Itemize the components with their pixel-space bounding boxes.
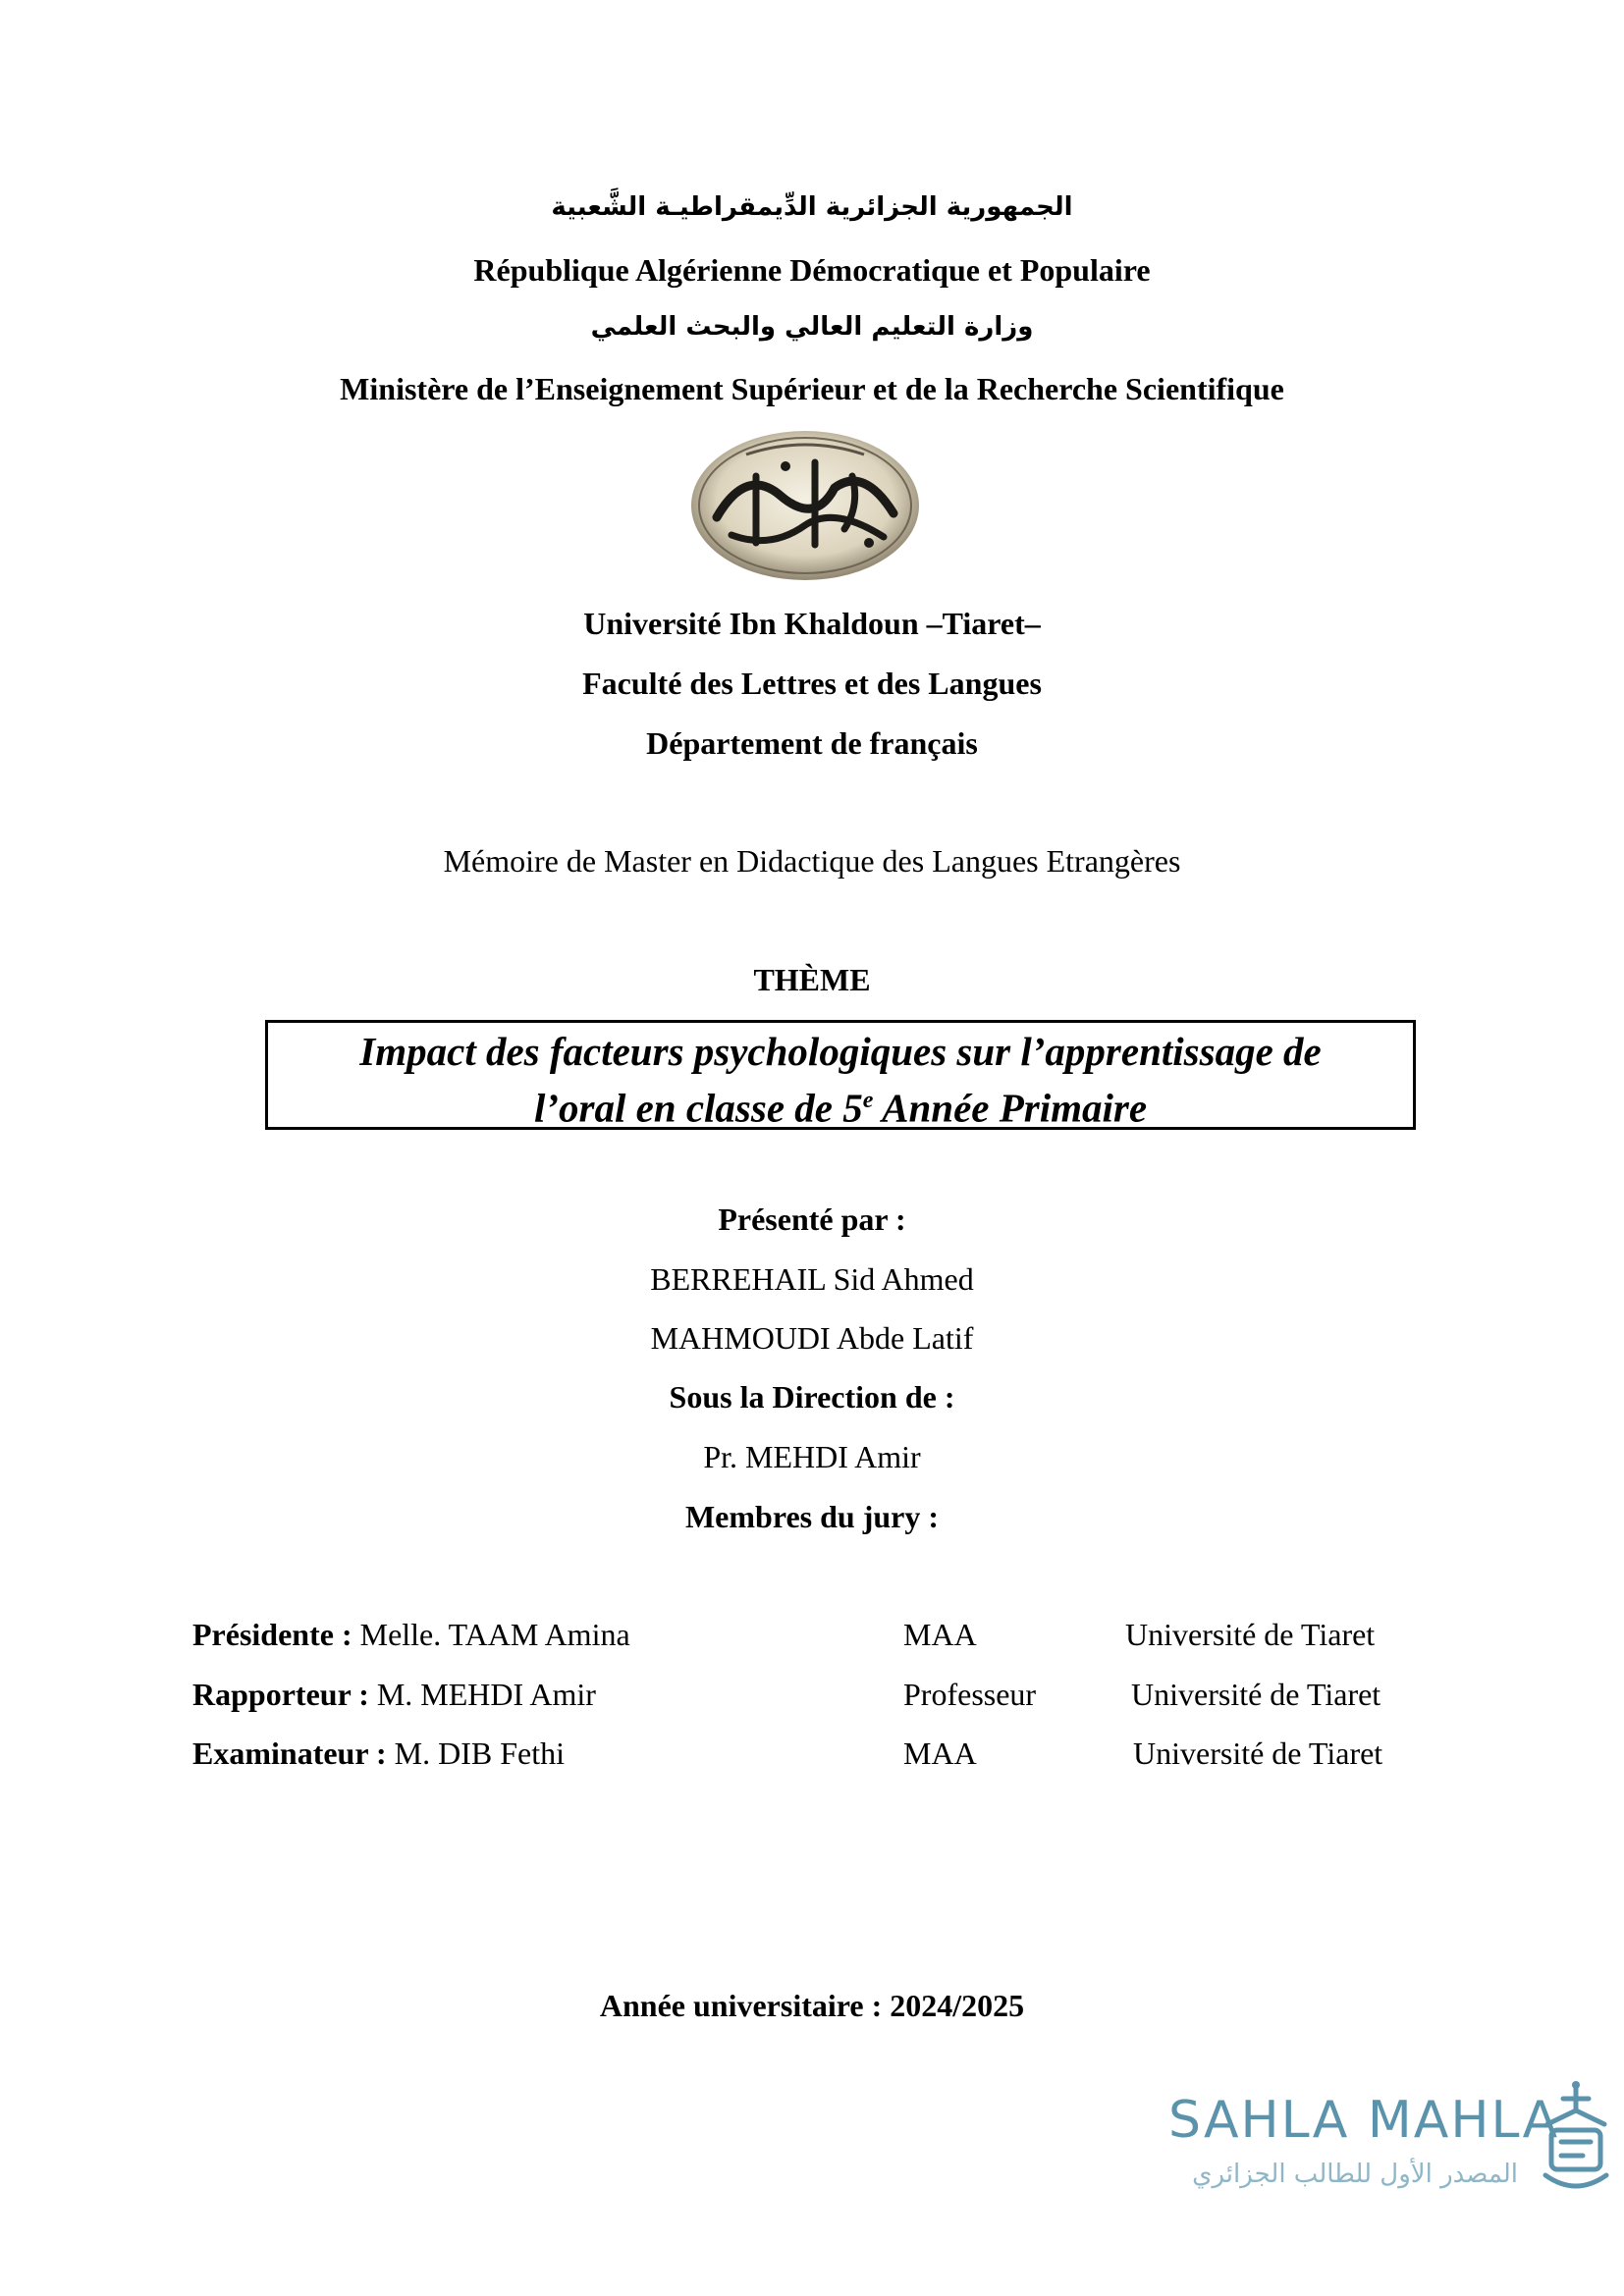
watermark-logo-icon [1534, 2081, 1618, 2197]
jury-rank: Professeur [903, 1677, 1037, 1712]
author-1: BERREHAIL Sid Ahmed [650, 1261, 974, 1297]
watermark-brand: SAHLA MAHLA [1168, 2091, 1560, 2150]
jury-label: Membres du jury : [684, 1499, 940, 1534]
jury-row [0, 1677, 1624, 1720]
supervisor-name: Pr. MEHDI Amir [703, 1439, 921, 1474]
university-logo [687, 427, 923, 584]
jury-rank: MAA [903, 1617, 977, 1652]
direction-label: Sous la Direction de : [669, 1379, 955, 1415]
academic-year: Année universitaire : 2024/2025 [599, 1988, 1025, 2023]
faculty-name: Faculté des Lettres et des Langues [582, 666, 1042, 701]
jury-member-role-name [192, 1617, 630, 1653]
sahla-mahla-watermark [1168, 2091, 1620, 2218]
ministry-heading: Ministère de l’Enseignement Supérieur et de la Recherche Scientifique [340, 371, 1284, 406]
memoir-type: Mémoire de Master en Didactique des Langues Etrangères [443, 843, 1181, 879]
author-2: MAHMOUDI Abde Latif [650, 1320, 974, 1356]
jury-member-role-name [192, 1735, 565, 1772]
theme-label: THÈME [753, 962, 871, 997]
university-name: Université Ibn Khaldoun –Tiaret– [583, 606, 1041, 641]
jury-name: Melle. TAAM Amina [359, 1617, 630, 1652]
jury-row [0, 1735, 1624, 1779]
thesis-title-line-2-start: l’oral en classe de 5 [533, 1085, 863, 1131]
arabic-ministry-heading: وزارة التعليم العالي والبحث العلمي [590, 312, 1034, 342]
jury-row [0, 1617, 1624, 1660]
jury-role: Présidente : [192, 1617, 352, 1652]
jury-name: M. DIB Fethi [394, 1735, 565, 1771]
republic-heading: République Algérienne Démocratique et Populaire [473, 252, 1151, 288]
jury-university: Université de Tiaret [1125, 1617, 1376, 1652]
department-name: Département de français [646, 725, 978, 761]
arabic-republic-heading: الجمهورية الجزائرية الدِّيمقراطيـة الشَّعبية [551, 192, 1073, 222]
jury-role: Rapporteur : [192, 1677, 369, 1712]
thesis-title-box [265, 1020, 1416, 1130]
jury-member-role-name [192, 1677, 596, 1713]
jury-name: M. MEHDI Amir [376, 1677, 596, 1712]
thesis-title-superscript: e [862, 1088, 874, 1113]
jury-rank: MAA [903, 1735, 977, 1771]
jury-role: Examinateur : [192, 1735, 387, 1771]
thesis-title-line-2 [268, 1076, 1413, 1133]
thesis-title-line-1: Impact des facteurs psychologiques sur l’apprentissage de [359, 1029, 1322, 1074]
watermark-tagline: المصدر الأول للطالب الجزائري [1192, 2160, 1518, 2189]
jury-university: Université de Tiaret [1131, 1677, 1381, 1712]
presented-by-label: Présenté par : [718, 1201, 906, 1237]
jury-university: Université de Tiaret [1133, 1735, 1383, 1771]
thesis-title-line-2-end: Année Primaire [873, 1085, 1148, 1131]
